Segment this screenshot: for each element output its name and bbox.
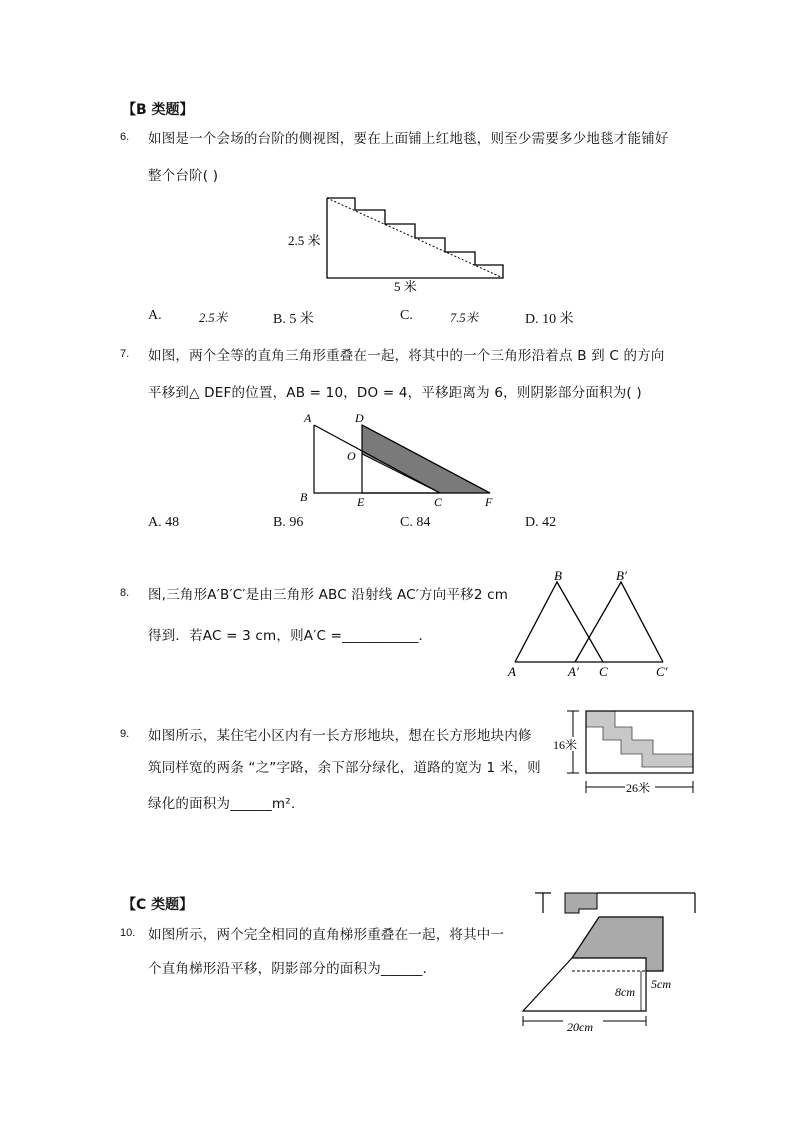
label-F: F bbox=[485, 495, 493, 509]
q6-option-c-letter: C. bbox=[400, 308, 413, 323]
section-b-heading: 【B 类题】 bbox=[122, 102, 194, 118]
q10-number: 10. bbox=[120, 927, 136, 939]
q7-option-b: B. 96 bbox=[273, 515, 304, 530]
label-A: A bbox=[508, 664, 516, 679]
label-E: E bbox=[357, 495, 365, 509]
q7-option-a: A. 48 bbox=[148, 515, 180, 530]
label-5cm: 5cm bbox=[651, 977, 671, 991]
q10-text-line1: 如图所示，两个完全相同的直角梯形重叠在一起，将其中一 bbox=[148, 927, 505, 943]
q9-height-label: 16米 bbox=[553, 738, 578, 752]
label-A-prime: A′ bbox=[568, 664, 579, 679]
stairs-diagonal bbox=[327, 198, 503, 278]
zigzag-road bbox=[586, 711, 693, 767]
label-C: C bbox=[599, 664, 608, 679]
q6-option-d: D. 10 米 bbox=[525, 312, 574, 327]
q7-option-c: C. 84 bbox=[400, 515, 431, 530]
label-20cm: 20cm bbox=[567, 1020, 593, 1034]
top-fragment bbox=[565, 893, 597, 913]
label-8cm: 8cm bbox=[615, 985, 635, 999]
q8-text-line1: 图,三角形A′B′C′是由三角形 ABC 沿射线 AC′方向平移2 cm bbox=[148, 587, 509, 603]
q7-text-line2: 平移到△ DEF的位置，AB = 10，DO = 4，平移距离为 6，则阴影部分面积为( ) bbox=[148, 385, 642, 401]
shaded-region bbox=[572, 917, 663, 971]
q6-text-line1: 如图是一个会场的台阶的侧视图，要在上面铺上红地毯，则至少需要多少地毯才能铺好 bbox=[148, 131, 669, 147]
q6-option-b: B. 5 米 bbox=[273, 312, 314, 327]
label-C-prime: C′ bbox=[656, 664, 668, 679]
q9-width-label: 26米 bbox=[626, 781, 651, 795]
q9-road-figure bbox=[550, 703, 700, 798]
q7-option-d: D. 42 bbox=[525, 515, 557, 530]
q6-number: 6. bbox=[120, 131, 130, 143]
q6-width-label: 5 米 bbox=[394, 279, 417, 294]
label-B: B bbox=[300, 490, 308, 504]
q6-height-label: 2.5 米 bbox=[288, 233, 321, 248]
triangle-abc bbox=[515, 582, 603, 662]
q9-text-line3: 绿化的面积为______m². bbox=[148, 796, 296, 812]
q10-trapezoid-figure bbox=[515, 885, 700, 1035]
q6-option-a-value: 2.5米 bbox=[199, 311, 228, 325]
section-c-heading: 【C 类题】 bbox=[122, 897, 194, 913]
label-B: B bbox=[554, 568, 562, 583]
q6-text-line2: 整个台阶( ) bbox=[148, 168, 219, 184]
q6-stairs-figure bbox=[280, 190, 520, 300]
q8-text-line2: 得到．若AC = 3 cm，则A′C =___________． bbox=[148, 628, 433, 644]
q8-number: 8. bbox=[120, 587, 130, 599]
q8-triangles-figure bbox=[505, 565, 680, 683]
label-B-prime: B′ bbox=[616, 568, 627, 583]
q6-option-c-value: 7.5米 bbox=[450, 311, 479, 325]
q7-text-line1: 如图，两个全等的直角三角形重叠在一起，将其中的一个三角形沿着点 B 到 C 的方向 bbox=[148, 348, 665, 364]
q9-text-line1: 如图所示，某住宅小区内有一长方形地块，想在长方形地块内修 bbox=[148, 728, 532, 744]
label-A: A bbox=[304, 411, 312, 425]
label-D: D bbox=[355, 411, 364, 425]
q6-option-a-letter: A. bbox=[148, 308, 162, 323]
q7-number: 7. bbox=[120, 348, 130, 360]
q7-triangles-figure bbox=[295, 405, 510, 515]
q9-text-line2: 筑同样宽的两条 “之”字路，余下部分绿化，道路的宽为 1 米，则 bbox=[148, 760, 541, 776]
triangle-a2b2c2 bbox=[575, 582, 663, 662]
label-C: C bbox=[434, 495, 443, 509]
q10-text-line2: 个直角梯形沿平移，阴影部分的面积为______． bbox=[148, 961, 437, 977]
q9-number: 9. bbox=[120, 728, 130, 740]
label-O: O bbox=[347, 449, 356, 463]
